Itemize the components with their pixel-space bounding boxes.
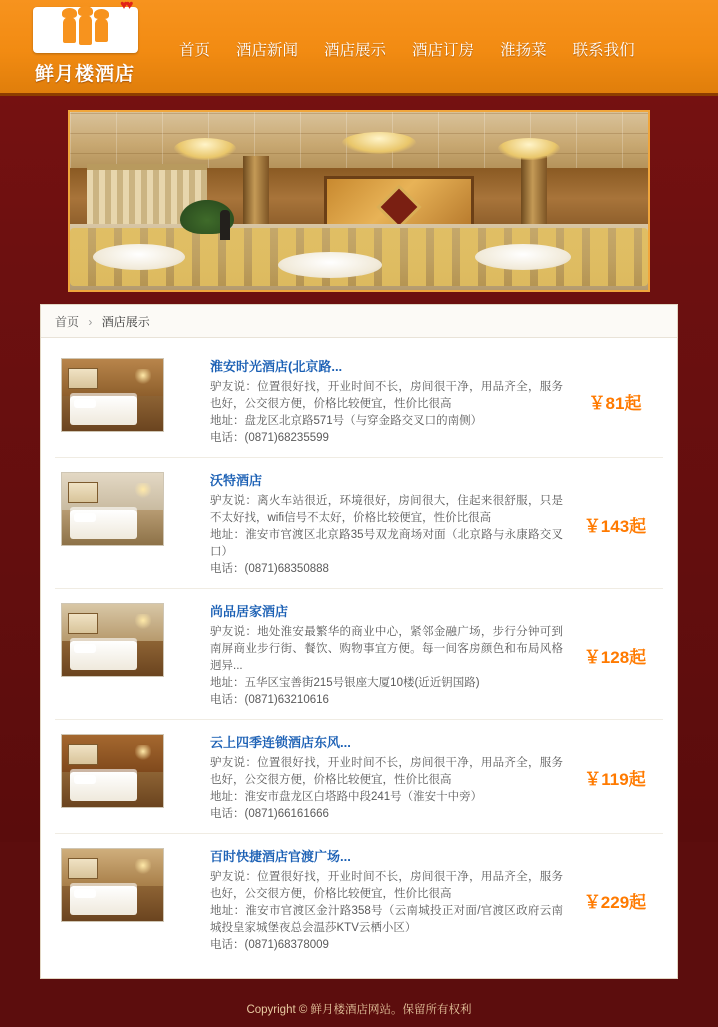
site-header <box>0 0 718 96</box>
hotel-address: 地址：五华区宝善街215号银座大厦10楼(近近钥国路) <box>210 677 480 689</box>
hearts-icon: ♥♥ <box>120 0 132 12</box>
content-panel <box>40 304 678 979</box>
hotel-thumbnail[interactable] <box>61 472 164 546</box>
hotel-phone: 电话：(0871)68350888 <box>210 563 329 575</box>
hotel-name-link[interactable]: 尚品居家酒店 <box>210 604 289 619</box>
logo-block[interactable] <box>0 0 170 95</box>
hotel-phone: 电话：(0871)68235599 <box>210 432 329 444</box>
hotel-address: 地址：淮安市官渡区金汁路358号（云南城投正对面/官渡区政府云南城投皇家城堡夜总会温莎KTV云栖小区） <box>210 905 563 934</box>
hotel-address: 地址：盘龙区北京路571号（与穿金路交叉口的南侧） <box>210 415 483 427</box>
hotel-name-link[interactable]: 沃特酒店 <box>210 473 263 488</box>
hotel-thumbnail[interactable] <box>61 358 164 432</box>
list-item[interactable] <box>55 458 663 589</box>
hotel-info <box>174 470 571 578</box>
breadcrumb-separator: › <box>88 315 93 329</box>
hotel-phone: 电话：(0871)68378009 <box>210 939 329 951</box>
hotel-list <box>41 338 677 964</box>
chef-icon-2 <box>79 15 92 45</box>
nav-item-booking[interactable]: 酒店订房 <box>412 41 475 59</box>
hotel-price: ￥229起 <box>583 892 647 912</box>
site-footer: Copyright © 鲜月楼酒店网站。保留所有权利 <box>246 1004 472 1016</box>
hotel-price: ￥128起 <box>583 647 647 667</box>
hotel-comment: 驴友说：地处淮安最繁华的商业中心，紧邻金融广场，步行分钟可到南屏商业步行街、餐饮、购物事宜方便。每一间客房颜色和布局风格迥异... <box>210 626 563 672</box>
nav-item-contact[interactable]: 联系我们 <box>572 41 635 59</box>
nav-item-home[interactable]: 首页 <box>179 41 211 59</box>
hotel-info <box>174 732 571 823</box>
hotel-thumbnail[interactable] <box>61 848 164 922</box>
breadcrumb-current: 酒店展示 <box>101 315 150 329</box>
breadcrumb-home[interactable]: 首页 <box>55 315 80 329</box>
main-nav <box>176 34 638 64</box>
hotel-price: ￥143起 <box>583 516 647 536</box>
hotel-info <box>174 846 571 954</box>
hotel-thumbnail[interactable] <box>61 734 164 808</box>
list-item[interactable] <box>55 589 663 720</box>
hotel-comment: 驴友说：位置很好找，开业时间不长，房间很干净，用品齐全，服务也好，公交很方便，价格比较便宜，性价比很高 <box>210 757 563 786</box>
hotel-thumbnail[interactable] <box>61 603 164 677</box>
person-figure <box>220 210 230 240</box>
hotel-phone: 电话：(0871)66161666 <box>210 808 329 820</box>
hotel-price: ￥119起 <box>584 770 646 789</box>
hotel-address: 地址：淮安市官渡区北京路35号双龙商场对面（北京路与永康路交叉口） <box>210 529 563 558</box>
hotel-name-link[interactable]: 淮安时光酒店(北京路... <box>210 359 343 374</box>
banner-image <box>68 110 650 292</box>
hotel-name-link[interactable]: 云上四季连锁酒店东风... <box>210 735 351 750</box>
logo-badge <box>33 0 138 53</box>
banner-wrapper <box>0 96 718 292</box>
hotel-comment: 驴友说：位置很好找，开业时间不长，房间很干净，用品齐全，服务也好，公交很方便，价格比较便宜，性价比很高 <box>210 871 563 900</box>
breadcrumb <box>41 305 677 338</box>
hotel-name-link[interactable]: 百时快捷酒店官渡广场... <box>210 849 351 864</box>
hotel-phone: 电话：(0871)63210616 <box>210 694 329 706</box>
chef-icon-3 <box>95 18 108 42</box>
hotel-comment: 驴友说：离火车站很近，环境很好，房间很大，住起来很舒服，只是不太好找，wifi信号不太好，价格比较便宜，性价比很高 <box>210 495 563 524</box>
hotel-address: 地址：淮安市盘龙区白塔路中段241号（淮安十中旁） <box>210 791 483 803</box>
list-item[interactable] <box>55 834 663 964</box>
nav-item-cuisine[interactable]: 淮扬菜 <box>500 41 547 59</box>
brand-name: 鲜月楼酒店 <box>34 64 135 85</box>
chef-icon-1 <box>63 17 76 43</box>
hotel-info <box>174 601 571 709</box>
list-item[interactable] <box>55 344 663 458</box>
hotel-info <box>174 356 571 447</box>
list-item[interactable] <box>55 720 663 834</box>
hotel-price: ￥81起 <box>588 394 642 413</box>
nav-item-showcase[interactable]: 酒店展示 <box>324 41 387 59</box>
hotel-comment: 驴友说：位置很好找，开业时间不长，房间很干净，用品齐全，服务也好，公交很方便，价格比较便宜，性价比很高 <box>210 381 563 410</box>
nav-item-news[interactable]: 酒店新闻 <box>236 41 299 59</box>
